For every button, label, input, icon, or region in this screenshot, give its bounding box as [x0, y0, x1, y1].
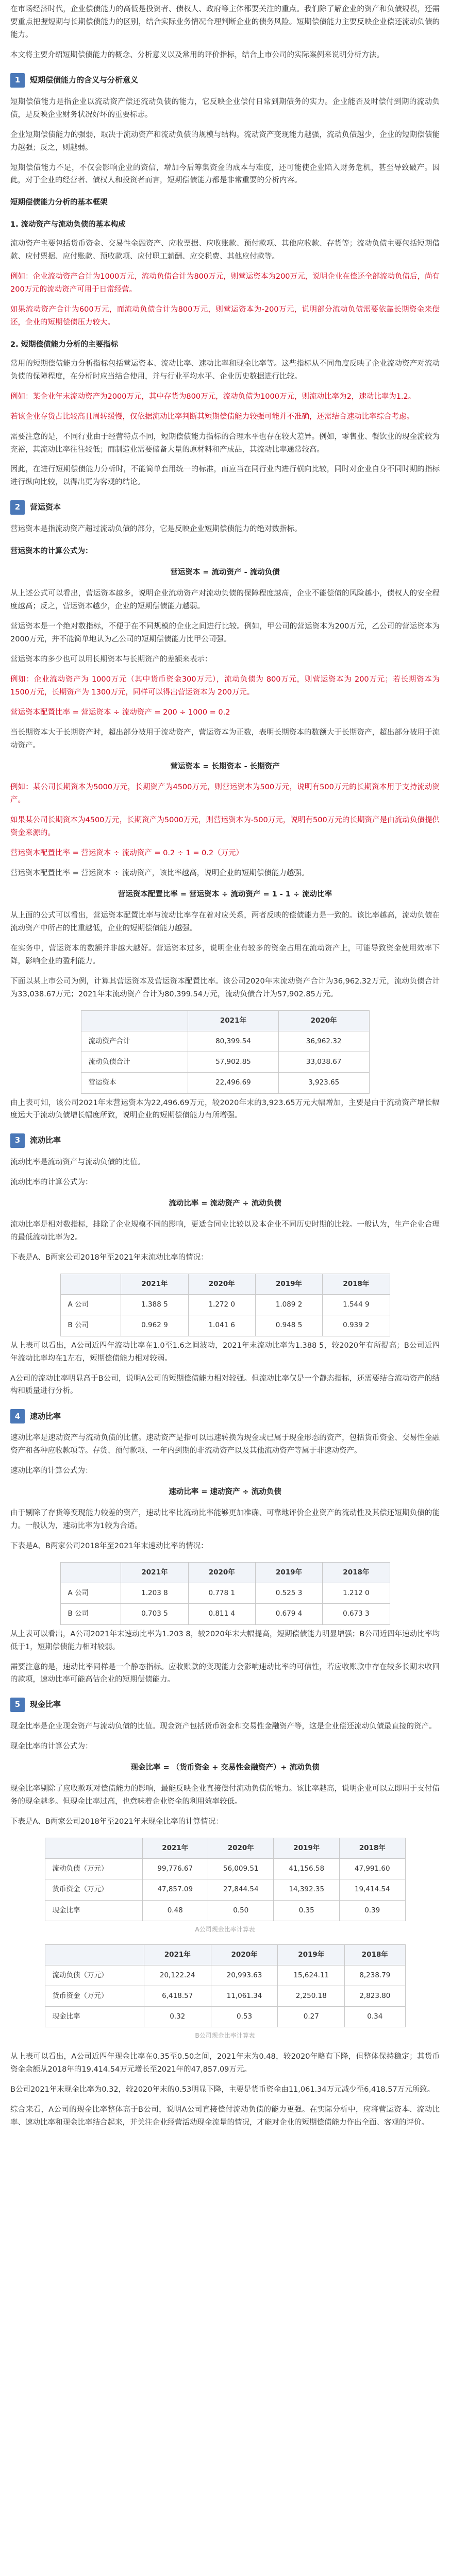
table-cell: 1.388 5: [121, 1295, 188, 1315]
table-header: 2019年: [255, 1562, 322, 1583]
table-cell: 15,624.11: [278, 1965, 345, 1986]
table-cell: 0.35: [274, 1900, 339, 1921]
row-label: 流动资产合计: [81, 1031, 188, 1052]
paragraph: B公司2021年末现金比率为0.32，较2020年末的0.53明显下降，主要是货币资金由11,061.34万元减少至6,418.57万元所致。: [10, 2085, 435, 2094]
section-4: [10, 1409, 440, 1686]
table-cell: 0.962 9: [121, 1315, 188, 1336]
section-number-badge: 3: [10, 1133, 25, 1148]
section-heading: [10, 1698, 440, 1712]
paragraph: 从上表可以看出，A公司近四年现金比率在0.35至0.50之间，2021年末为0.48，较2020年略有下降，但整体保持稳定；其货币资金余额从2018年的19,414.54万元增长至2021年的47,857.09万元。: [10, 2053, 440, 2074]
data-table: [81, 1010, 370, 1094]
table-header: 2021年: [144, 1944, 211, 1965]
table-cell: 20,993.63: [211, 1965, 278, 1986]
table-cell: 0.32: [144, 2007, 211, 2027]
section-title: 流动比率: [30, 1136, 61, 1145]
data-table: [60, 1562, 390, 1625]
example-paragraph: 如果某公司长期资本为4500万元，长期资产为5000万元，则营运资本为-500万元，说明有500万元的长期资产是由流动负债提供资金来源的。: [10, 816, 440, 838]
table-cell: 8,238.79: [345, 1965, 405, 1986]
table-row: [60, 1315, 390, 1336]
table-cell: 0.778 1: [188, 1583, 255, 1604]
paragraph: 短期偿债能力是指企业以流动资产偿还流动负债的能力，它反映企业偿付日常到期债务的实力。企业能否及时偿付到期的流动负债，是反映企业财务状况好坏的重要标志。: [10, 97, 440, 119]
paragraph: 从上表可以看出，A公司近四年流动比率在1.0至1.6之间波动，2021年末流动比率为1.388 5，较2020年有所提高；B公司近四年流动比率均在1左右，短期偿债能力相对较弱。: [10, 1341, 440, 1363]
section-5: [10, 1698, 440, 2129]
paragraph: 下表是A、B两家公司2018年至2021年末现金比率的计算情况：: [10, 1818, 223, 1826]
table-row: [60, 1583, 390, 1604]
table-cell: 22,496.69: [188, 1073, 279, 1093]
table-header: 2018年: [323, 1562, 390, 1583]
section-number-badge: 5: [10, 1698, 25, 1712]
paragraph: 下面以某上市公司为例，计算其营运资本及营运资本配置比率。该公司2020年末流动资产合计为36,962.32万元，流动负债合计为33,038.67万元；2021年末流动资产合计为80,399.54万元，流动负债合计为57,902.85万元。: [10, 977, 440, 998]
table-row: [45, 1900, 405, 1921]
paragraph: 由于剔除了存货等变现能力较差的资产，速动比率比流动比率能够更加准确、可靠地评价企业资产的流动性及其偿还短期负债的能力。一般认为，速动比率为1较为合适。: [10, 1509, 440, 1531]
intro: [10, 3, 440, 62]
table-header: 2020年: [208, 1838, 273, 1859]
table-cell: 57,902.85: [188, 1052, 279, 1073]
formula: 流动比率 = 流动资产 ÷ 流动负债: [169, 1199, 281, 1208]
table-cell: 36,962.32: [278, 1031, 369, 1052]
row-label: B 公司: [60, 1315, 121, 1336]
section-number-badge: 1: [10, 73, 25, 88]
section-title: 速动比率: [30, 1411, 61, 1421]
formula: 现金比率 = （货币资金 + 交易性金融资产）÷ 流动负债: [130, 1764, 320, 1772]
paragraph: 从上述公式可以看出，营运资本越多，说明企业流动资产对流动负债的保障程度越高，企业不能偿债的风险越小，债权人的安全程度越高；反之，营运资本越少，企业的短期偿债能力越弱。: [10, 589, 440, 611]
paragraph: 现金比率的计算公式为：: [10, 1742, 93, 1751]
paragraph: 当长期资本大于长期资产时，超出部分被用于流动资产，营运资本为正数，表明长期资本的数额大于长期资产，超出部分被用于流动资产。: [10, 728, 440, 750]
table-row: [45, 2007, 405, 2027]
section-title: 营运资本: [30, 502, 61, 512]
row-label: 现金比率: [45, 1900, 142, 1921]
table-header: 2019年: [274, 1838, 339, 1859]
row-label: 流动负债（万元）: [45, 1859, 142, 1879]
table-cell: 47,857.09: [142, 1879, 208, 1900]
table-cell: 0.48: [142, 1900, 208, 1921]
table-cell: 99,776.67: [142, 1859, 208, 1879]
example-paragraph: 营运资本配置比率 = 营运资本 ÷ 流动资产 = 200 ÷ 1000 = 0.2: [10, 708, 230, 717]
paragraph: 营运资本是指流动资产超过流动负债的部分，它是反映企业短期偿债能力的绝对数指标。: [10, 525, 302, 534]
table-header: 2018年: [339, 1838, 405, 1859]
row-label: 流动负债合计: [81, 1052, 188, 1073]
table-header: 2020年: [188, 1562, 255, 1583]
table-cell: 2,823.80: [345, 1986, 405, 2006]
paragraph: 在实务中，营运资本的数额并非越大越好。营运资本过多，说明企业有较多的资金占用在流动资产上，可能导致资金使用效率下降，影响企业的盈利能力。: [10, 944, 440, 965]
table-header: 2020年: [211, 1944, 278, 1965]
paragraph: 速动比率是速动资产与流动负债的比值。速动资产是指可以迅速转换为现金或已属于现金形态的资产，包括货币资金、交易性金融资产和各种应收款项等。存货、预付款项、一年内到期的非流动资产以及其他流动资产等属于非速动资产。: [10, 1434, 440, 1455]
table-cell: 33,038.67: [278, 1052, 369, 1073]
table-cell: 80,399.54: [188, 1031, 279, 1052]
table-cell: 47,991.60: [339, 1859, 405, 1879]
article: [10, 0, 440, 2129]
section-title: 短期偿债能力的含义与分析意义: [30, 75, 139, 84]
row-label: B 公司: [60, 1604, 121, 1624]
paragraph: 短期偿债能力不足，不仅会影响企业的资信，增加今后筹集资金的成本与难度，还可能使企业陷入财务危机，甚至导致破产。因此，对于企业的经营者、债权人和投资者而言，短期偿债能力都是非常重要的分析内容。: [10, 163, 440, 185]
table-header: 2020年: [188, 1274, 255, 1295]
paragraph: 营运资本的多少也可以用长期资本与长期资产的差额来表示：: [10, 655, 212, 664]
data-table: [60, 1274, 390, 1336]
table-row: [45, 1859, 405, 1879]
table-cell: 11,061.34: [211, 1986, 278, 2006]
table-header: 2021年: [142, 1838, 208, 1859]
table-row: [81, 1073, 369, 1093]
section-title: 现金比率: [30, 1700, 61, 1709]
table-cell: 1.544 9: [323, 1295, 390, 1315]
paragraph: 因此，在进行短期偿债能力分析时，不能简单套用统一的标准，而应当在同行业内进行横向比较，同时对企业自身不同时期的指标进行纵向比较，以得出更为客观的结论。: [10, 465, 440, 487]
table-cell: 0.948 5: [255, 1315, 322, 1336]
table-cell: 0.673 3: [323, 1604, 390, 1624]
table-cell: 20,122.24: [144, 1965, 211, 1986]
example-paragraph: 营运资本配置比率 = 营运资本 ÷ 流动资产 = 0.2 ÷ 1 = 0.2（万元）: [10, 849, 244, 858]
paragraph: 在市场经济时代，企业偿债能力的高低是投资者、债权人、政府等主体都要关注的重点。我们除了解企业的资产和负债规模，还需要重点把握短期与长期偿债能力的区别，结合实际业务情况合理判断企业的债务风险。短期偿债能力主要反映企业偿还流动负债的能力。: [10, 5, 440, 39]
table-cell: 3,923.65: [278, 1073, 369, 1093]
table-header: [81, 1010, 188, 1031]
paragraph: 从上面的公式可以看出，营运资本配置比率与流动比率存在着对应关系，两者反映的偿债能力是一致的。该比率越高，流动负债在流动资产中所占的比重越低，企业的短期偿债能力越强。: [10, 911, 440, 933]
section-1: [10, 73, 440, 489]
table-cell: 1.041 6: [188, 1315, 255, 1336]
table-header: 2021年: [188, 1010, 279, 1031]
table-row: [81, 1031, 369, 1052]
paragraph: 综合来看，A公司的现金比率整体高于B公司，说明A公司直接偿付流动负债的能力更强。在实际分析中，应将营运资本、流动比率、速动比率和现金比率结合起来，并关注企业经营活动现金流量的情况，才能对企业的短期偿债能力作出全面、客观的评价。: [10, 2105, 440, 2127]
table-row: [81, 1052, 369, 1073]
table-cell: 1.203 8: [121, 1583, 188, 1604]
paragraph: 常用的短期偿债能力分析指标包括营运资本、流动比率、速动比率和现金比率等。这些指标从不同角度反映了企业流动资产对流动负债的保障程度，在分析时应当结合使用，并与行业平均水平、企业历史数据进行比较。: [10, 359, 440, 381]
example-paragraph: 如果流动资产合计为600万元，而流动负债合计为800万元，则营运资本为-200万元，说明部分流动负债需要依靠长期资金来偿还，企业的短期偿债压力较大。: [10, 306, 440, 327]
table-header: 2018年: [345, 1944, 405, 1965]
table-cell: 0.703 5: [121, 1604, 188, 1624]
paragraph: 企业短期偿债能力的强弱，取决于流动资产和流动负债的规模与结构。流动资产变现能力越强，流动负债越少，企业的短期偿债能力越强；反之，则越弱。: [10, 130, 440, 152]
table-header: 2019年: [278, 1944, 345, 1965]
row-label: A 公司: [60, 1583, 121, 1604]
row-label: 流动负债（万元）: [45, 1965, 144, 1986]
subheading: 2. 短期偿债能力分析的主要指标: [10, 340, 119, 349]
table-row: [60, 1295, 390, 1315]
paragraph: 现金比率是企业现金资产与流动负债的比值。现金资产包括货币资金和交易性金融资产等，这是企业偿还流动负债最直接的资产。: [10, 1722, 437, 1731]
paragraph: 流动比率的计算公式为：: [10, 1178, 93, 1187]
table-header: [60, 1274, 121, 1295]
table-cell: 41,156.58: [274, 1859, 339, 1879]
table-cell: 0.939 2: [323, 1315, 390, 1336]
row-label: A 公司: [60, 1295, 121, 1315]
table-header: 2021年: [121, 1562, 188, 1583]
section-heading: [10, 500, 440, 515]
table-header: 2019年: [255, 1274, 322, 1295]
section-heading: [10, 1133, 440, 1148]
table-header: [60, 1562, 121, 1583]
data-table: [45, 1944, 406, 2028]
table-cell: 6,418.57: [144, 1986, 211, 2006]
subheading: 短期偿债能力分析的基本框架: [10, 198, 108, 207]
table-header: [45, 1838, 142, 1859]
paragraph: 流动资产主要包括货币资金、交易性金融资产、应收票据、应收账款、预付款项、其他应收款、存货等；流动负债主要包括短期借款、应付票据、应付账款、预收款项、应付职工薪酬、应交税费、其他应付款等。: [10, 240, 440, 261]
table-cell: 1.272 0: [188, 1295, 255, 1315]
table-header: 2020年: [278, 1010, 369, 1031]
section-number-badge: 4: [10, 1409, 25, 1423]
table-cell: 0.39: [339, 1900, 405, 1921]
paragraph: A公司的流动比率明显高于B公司，说明A公司的短期偿债能力相对较强。但流动比率仅是一个静态指标，还需要结合流动资产的结构和质量进行分析。: [10, 1374, 440, 1396]
table-cell: 0.34: [345, 2007, 405, 2027]
paragraph: 营运资本配置比率 = 营运资本 ÷ 流动资产，该比率越高，说明企业的短期偿债能力越强。: [10, 869, 309, 878]
table-row: [60, 1604, 390, 1624]
table-caption: B公司现金比率计算表: [195, 2032, 255, 2040]
section-2: [10, 500, 440, 1122]
table-cell: 14,392.35: [274, 1879, 339, 1900]
sections: [10, 73, 440, 2129]
table-cell: 2,250.18: [278, 1986, 345, 2006]
example-paragraph: 例如：某企业年末流动资产为2000万元，其中存货为800万元，流动负债为1000万元，则流动比率为2，速动比率为1.2。: [10, 392, 416, 401]
row-label: 现金比率: [45, 2007, 144, 2027]
table-row: [45, 1965, 405, 1986]
formula: 速动比率 = 速动资产 ÷ 流动负债: [169, 1488, 281, 1497]
table-cell: 19,414.54: [339, 1879, 405, 1900]
paragraph: 下表是A、B两家公司2018年至2021年末流动比率的情况：: [10, 1253, 208, 1262]
table-cell: 0.811 4: [188, 1604, 255, 1624]
table-caption: A公司现金比率计算表: [195, 1925, 255, 1933]
paragraph: 流动比率是流动资产与流动负债的比值。: [10, 1158, 145, 1167]
formula: 营运资本 = 长期资本 - 长期资产: [170, 762, 280, 771]
paragraph: 下表是A、B两家公司2018年至2021年末速动比率的情况：: [10, 1542, 208, 1551]
paragraph: 需要注意的是，不同行业由于经营特点不同，短期偿债能力指标的合理水平也存在较大差异。例如，零售业、餐饮业的现金流较为充裕，其流动比率往往较低；而制造业需要储备大量的原材料和产成品，其流动比率通常较高。: [10, 432, 440, 454]
table-header: 2021年: [121, 1274, 188, 1295]
paragraph: 流动比率是相对数指标，排除了企业规模不同的影响，更适合同业比较以及本企业不同历史时期的比较。一般认为，生产企业合理的最低流动比率为2。: [10, 1221, 440, 1242]
table-cell: 0.53: [211, 2007, 278, 2027]
paragraph: 现金比率剔除了应收款项对偿债能力的影响，最能反映企业直接偿付流动负债的能力。该比率越高，说明企业可以立即用于支付债务的现金越多。但现金比率过高，也意味着企业资金的利用效率较低。: [10, 1785, 440, 1806]
table-row: [45, 1986, 405, 2006]
table-cell: 1.089 2: [255, 1295, 322, 1315]
example-paragraph: 例如：某公司长期资本为5000万元，长期资产为4500万元，则营运资本为500万元，说明有500万元的长期资本用于支持流动资产。: [10, 783, 440, 805]
table-cell: 0.27: [278, 2007, 345, 2027]
table-cell: 1.212 0: [323, 1583, 390, 1604]
table-header: [45, 1944, 144, 1965]
table-cell: 0.50: [208, 1900, 273, 1921]
example-paragraph: 例如：企业流动资产为 1000万元（其中货币资金300万元），流动负债为 800万元，则营运资本为 200万元；若长期资本为 1500万元，长期资产为 1300万元，同样可以得出营运资本为 200万元。: [10, 675, 440, 697]
subheading: 营运资本的计算公式为：: [10, 547, 93, 556]
table-header: 2018年: [323, 1274, 390, 1295]
row-label: 货币资金（万元）: [45, 1879, 142, 1900]
table-cell: 56,009.51: [208, 1859, 273, 1879]
example-paragraph: 若该企业存货占比较高且周转缓慢，仅依据流动比率判断其短期偿债能力较强可能并不准确，还需结合速动比率综合考虑。: [10, 412, 414, 421]
paragraph: 从上表可以看出，A公司2021年末速动比率为1.203 8，较2020年末大幅提高，短期偿债能力明显增强；B公司近四年速动比率均低于1，短期偿债能力相对较弱。: [10, 1630, 440, 1651]
section-3: [10, 1133, 440, 1398]
row-label: 营运资本: [81, 1073, 188, 1093]
section-number-badge: 2: [10, 500, 25, 515]
paragraph: 需要注意的是，速动比率同样是一个静态指标。应收账款的变现能力会影响速动比率的可信性，若应收账款中存在较多长期未收回的款项，速动比率可能高估企业的短期偿债能力。: [10, 1663, 440, 1684]
subheading: 1. 流动资产与流动负债的基本构成: [10, 221, 126, 229]
paragraph: 由上表可知，该公司2021年末营运资本为22,496.69万元，较2020年末的3,923.65万元大幅增加，主要是由于流动资产增长幅度远大于流动负债增长幅度所致，说明企业的短期偿债能力有所增强。: [10, 1098, 440, 1120]
section-heading: [10, 1409, 440, 1423]
row-label: 货币资金（万元）: [45, 1986, 144, 2006]
table-cell: 27,844.54: [208, 1879, 273, 1900]
paragraph: 本文将主要介绍短期偿债能力的概念、分析意义以及常用的评价指标，结合上市公司的实际案例来说明分析方法。: [10, 50, 384, 59]
table-row: [45, 1879, 405, 1900]
section-heading: [10, 73, 440, 88]
formula: 营运资本 = 流动资产 - 流动负债: [170, 568, 280, 577]
paragraph: 速动比率的计算公式为：: [10, 1467, 93, 1476]
table-cell: 0.525 3: [255, 1583, 322, 1604]
paragraph: 营运资本是一个绝对数指标，不便于在不同规模的企业之间进行比较。例如，甲公司的营运资本为200万元，乙公司的营运资本为2000万元，并不能简单地认为乙公司的短期偿债能力比甲公司强。: [10, 622, 440, 643]
table-cell: 0.679 4: [255, 1604, 322, 1624]
data-table: [45, 1838, 406, 1921]
example-paragraph: 例如：企业流动资产合计为1000万元，流动负债合计为800万元，则营运资本为200万元，说明企业在偿还全部流动负债后，尚有200万元的流动资产可用于日常经营。: [10, 273, 440, 294]
formula: 营运资本配置比率 = 营运资本 ÷ 流动资产 = 1 - 1 ÷ 流动比率: [118, 890, 332, 899]
